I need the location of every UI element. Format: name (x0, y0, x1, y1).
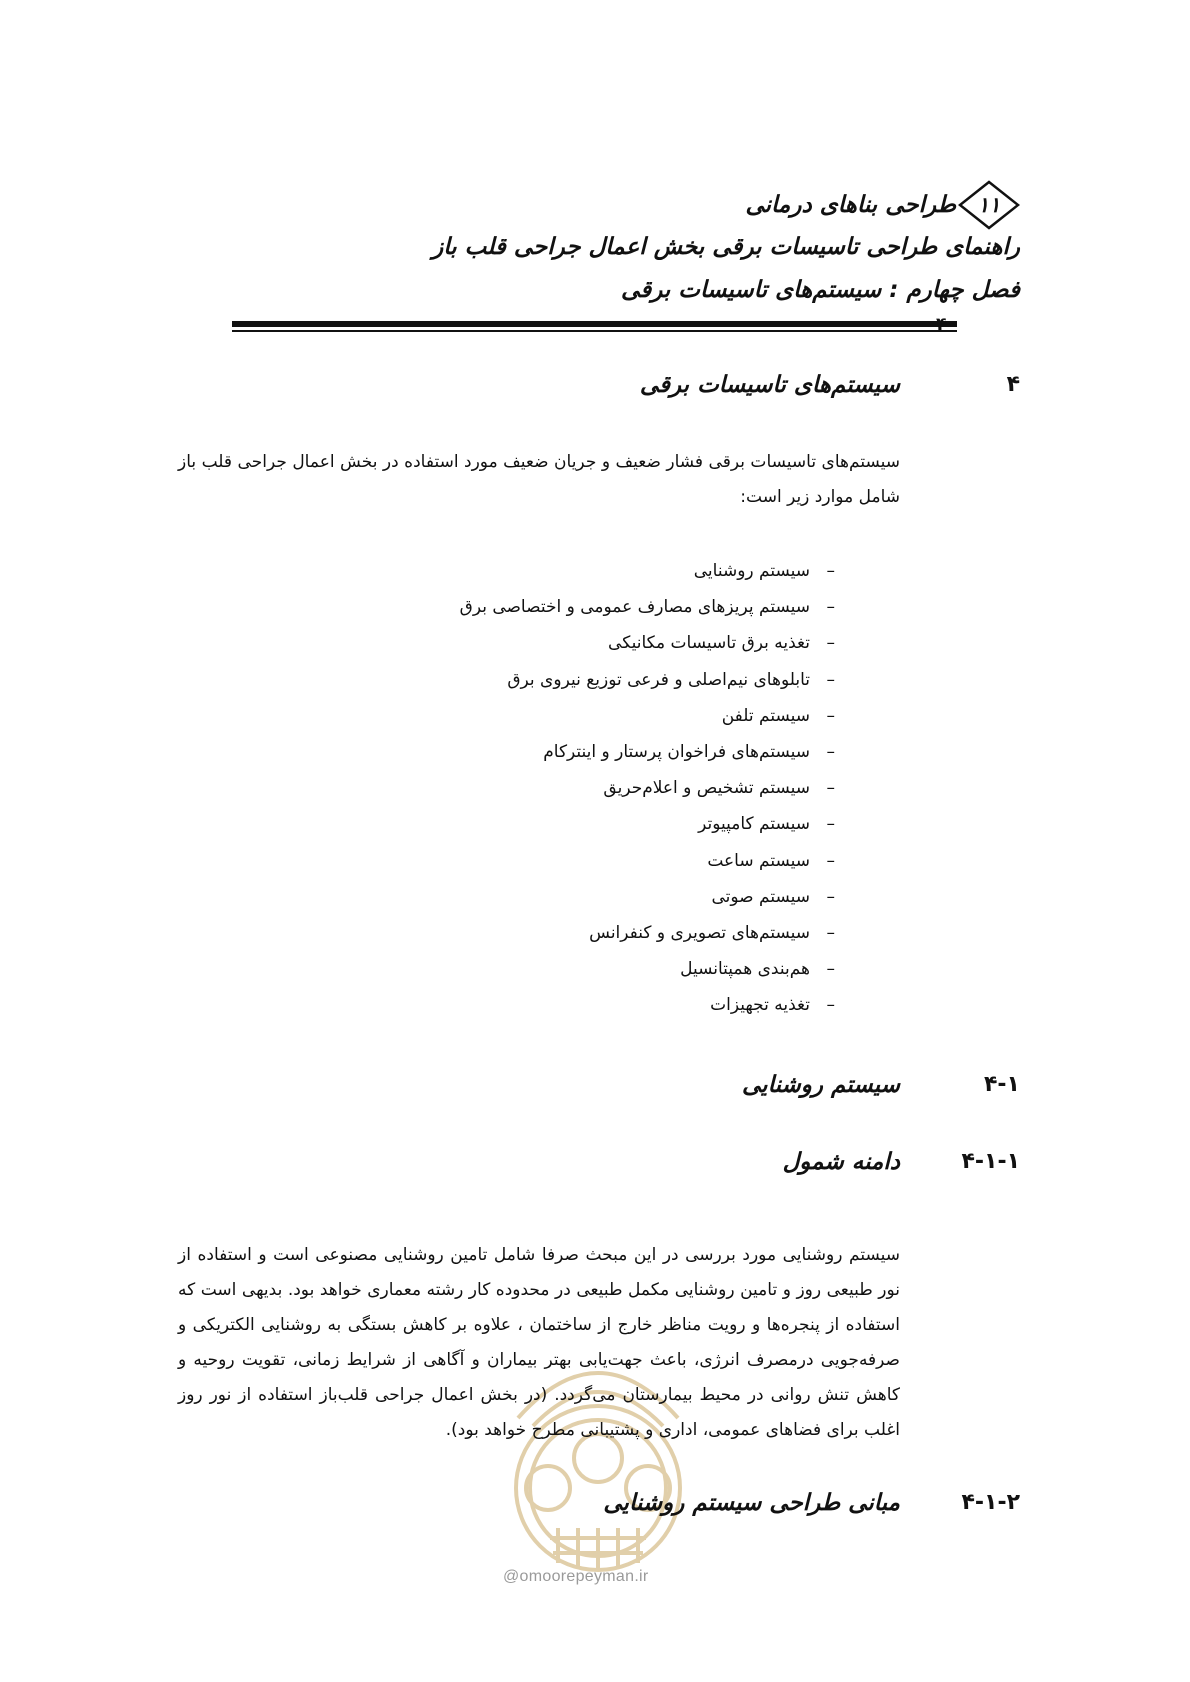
list-item (460, 987, 835, 1023)
section-title: سیستم‌های تاسیسات برقی (639, 372, 900, 398)
list-dash: – (826, 778, 835, 799)
list-item (460, 915, 835, 951)
list-dash: – (826, 886, 835, 907)
volume-badge (958, 180, 1020, 230)
list-dash: – (826, 669, 835, 690)
document-subtitle: راهنمای طراحی تاسیسات برقی بخش اعمال جراحی قلب باز (432, 234, 1020, 260)
list-item (460, 879, 835, 915)
list-item-text: سیستم پریزهای مصارف عمومی و اختصاصی برق (459, 597, 810, 618)
list-dash: – (826, 850, 835, 871)
list-dash: – (826, 597, 835, 618)
subsection-number: ۴-۱ (984, 1072, 1020, 1097)
list-dash: – (826, 814, 835, 835)
list-dash: – (826, 995, 835, 1016)
list-item-text: سیستم‌های تصویری و کنفرانس (589, 922, 810, 943)
volume-number: ۱۱ (977, 193, 1001, 217)
subsection-number: ۴-۱-۱ (961, 1149, 1020, 1174)
subsection-title: سیستم روشنایی (742, 1072, 900, 1098)
list-item (460, 662, 835, 698)
systems-list (460, 553, 835, 1023)
list-item (460, 625, 835, 661)
list-item (460, 951, 835, 987)
page-number: ۴۰ (936, 314, 958, 335)
list-item-text: تغذیه تجهیزات (710, 995, 810, 1016)
section-intro: سیستم‌های تاسیسات برقی فشار ضعیف و جریان ضعیف مورد استفاده در بخش اعمال جراحی قلب باز شامل موارد زیر است: (178, 452, 900, 507)
list-item-text: تابلوهای نیم‌اصلی و فرعی توزیع نیروی برق (507, 669, 810, 690)
subsection-title: دامنه شمول (782, 1149, 900, 1175)
section-number: ۴ (1006, 372, 1020, 397)
list-item-text: سیستم تشخیص و اعلام‌حریق (603, 778, 810, 799)
list-item-text: تغذیه برق تاسیسات مکانیکی (608, 633, 810, 654)
list-item (460, 734, 835, 770)
subsection-number: ۴-۱-۲ (961, 1490, 1020, 1515)
watermark-url: @omoorepeyman.ir (503, 1568, 649, 1585)
list-dash: – (826, 741, 835, 762)
list-dash: – (826, 705, 835, 726)
list-item (460, 698, 835, 734)
list-item-text: سیستم صوتی (711, 886, 810, 907)
list-dash: – (826, 959, 835, 980)
list-item-text: سیستم ساعت (707, 850, 810, 871)
list-item (460, 843, 835, 879)
list-item (460, 553, 835, 589)
list-item (460, 806, 835, 842)
list-item (460, 589, 835, 625)
list-item-text: سیستم روشنایی (693, 561, 810, 581)
list-dash: – (826, 633, 835, 654)
list-item-text: سیستم کامپیوتر (698, 814, 810, 835)
list-item-text: سیستم تلفن (721, 705, 810, 726)
list-item-text: هم‌بندی همپتانسیل (680, 959, 810, 980)
chapter-title: فصل چهارم : سیستم‌های تاسیسات برقی (621, 277, 1020, 303)
header-rule-thin (232, 330, 957, 332)
document-header-title-row (745, 180, 1020, 230)
list-dash: – (826, 561, 835, 581)
header-rule-thick (232, 321, 957, 327)
list-item (460, 770, 835, 806)
list-item-text: سیستم‌های فراخوان پرستار و اینترکام (543, 741, 810, 762)
subsection-paragraph: سیستم روشنایی مورد بررسی در این مبحث صرفا شامل تامین روشنایی مصنوعی است و استفاده از نور طبیعی روز و تامین روشنایی مکمل طبیعی در محدوده کار رشته معماری خواهد بود. بدیهی است که استفاده از پنجره‌ها و رویت مناظر خارج از ساختمان ، علاوه بر کاهش بستگی به روشنایی الکتریکی و صرفه‌جویی درمصرف انرژی، باعث جهت‌یابی بهتر بیماران و آگاهی از شرایط زمانی، تقویت روحیه و کاهش تنش روانی در محیط بیمارستان می‌گردد. (در بخش اعمال جراحی قلب‌باز استفاده از نور روز اغلب برای فضاهای عمومی، اداری و پشتیبانی مطرح خواهد بود). (178, 1245, 900, 1440)
book-series-title: طراحی بناهای درمانی (745, 192, 956, 218)
subsection-title: مبانی طراحی سیستم روشنایی (603, 1490, 900, 1516)
list-dash: – (826, 922, 835, 943)
